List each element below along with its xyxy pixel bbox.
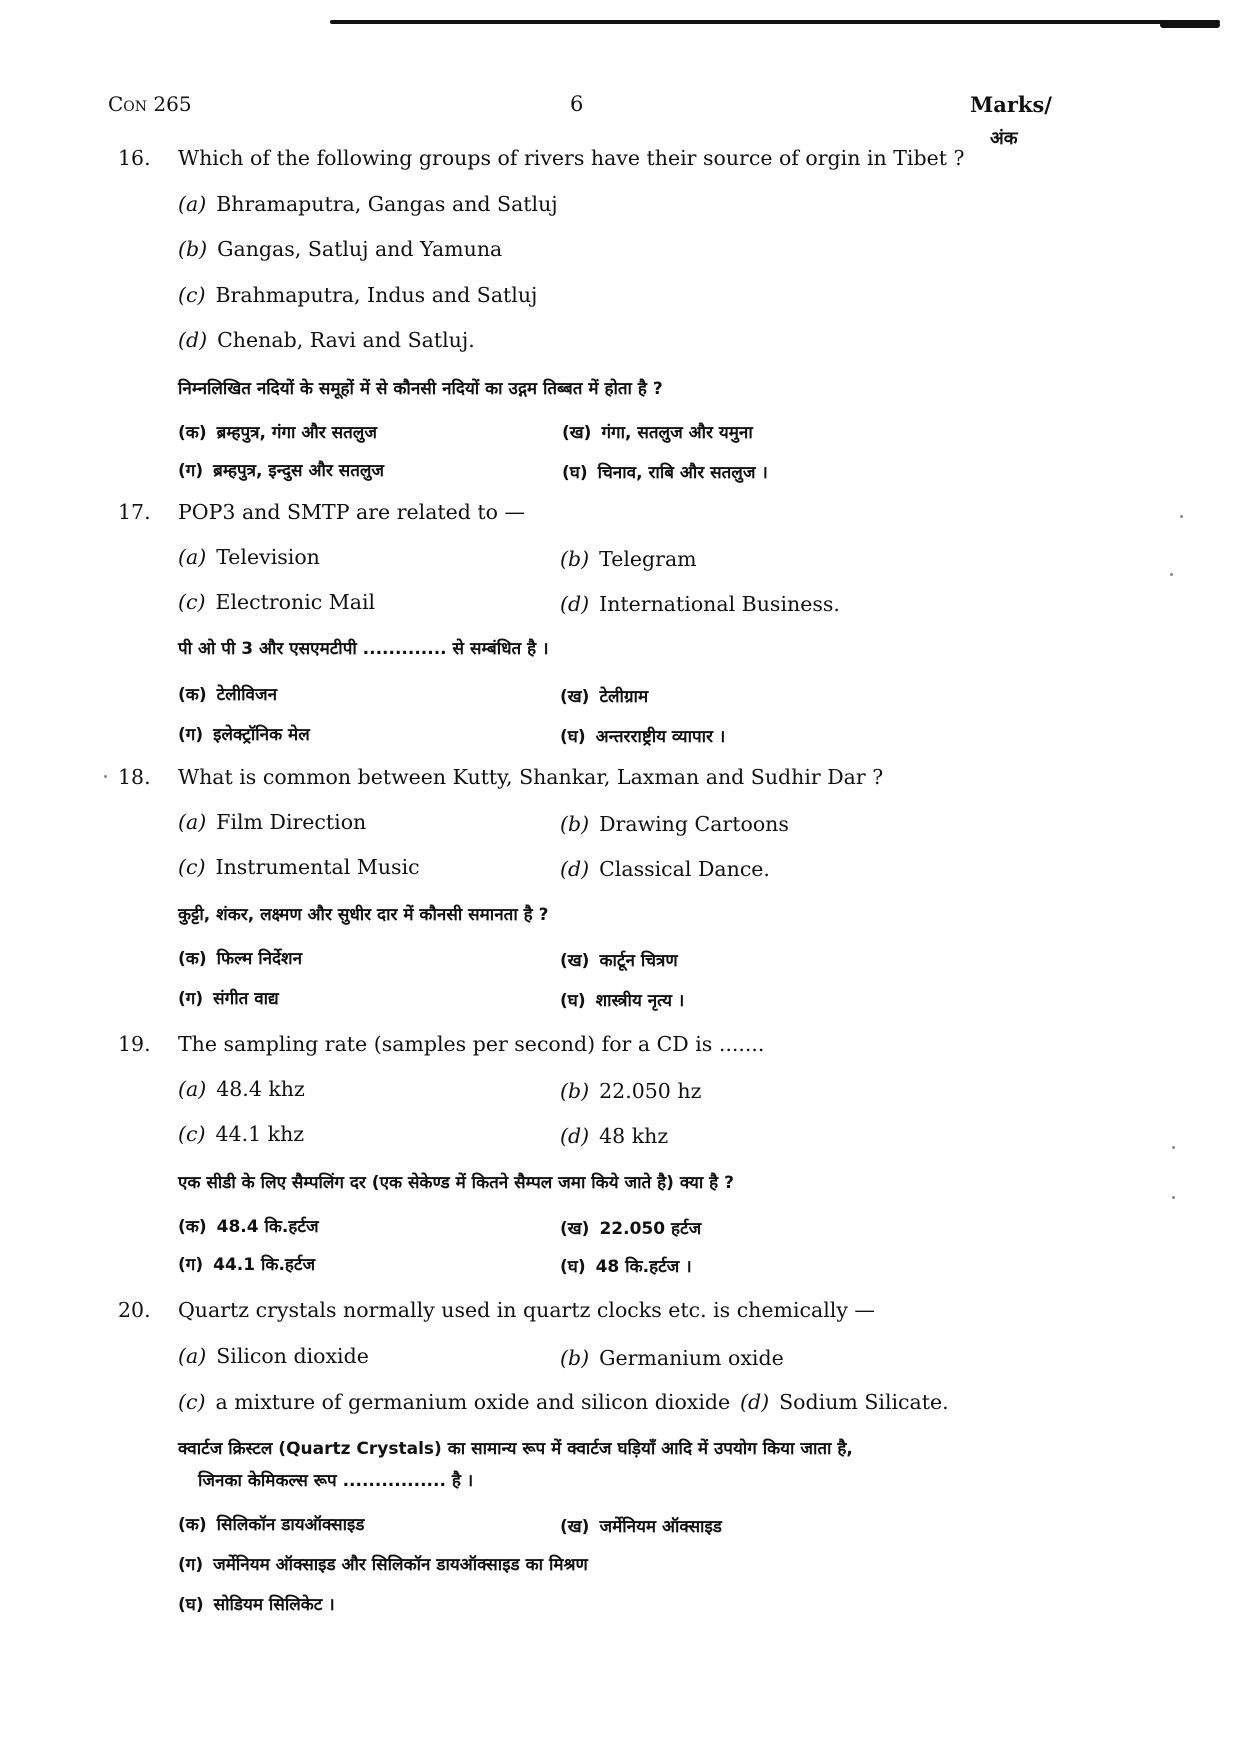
option-a: (a) 48.4 khz <box>178 1077 305 1101</box>
page-number: 6 <box>570 92 584 116</box>
question-text-hindi-line-2: जिनका केमिकल्स रूप ................ है । <box>198 1471 474 1491</box>
option-ga: (ग) इलेक्ट्रॉनिक मेल <box>178 725 310 745</box>
scan-speck <box>1180 515 1183 518</box>
option-ka: (क) सिलिकॉन डायऑक्साइड <box>178 1515 365 1535</box>
option-ka: (क) फिल्म निर्देशन <box>178 949 303 969</box>
option-d: (d) 48 khz <box>560 1124 669 1148</box>
scan-speck <box>1172 1196 1175 1199</box>
question-text-hindi: क्वार्टज क्रिस्टल (Quartz Crystals) का सामान्य रूप में क्वार्टज घड़ियाँ आदि में उपयोग किया जाता है, <box>178 1439 853 1459</box>
option-c: (c) 44.1 khz <box>178 1122 305 1146</box>
question-text-hindi: एक सीडी के लिए सैम्पलिंग दर (एक सेकेण्ड में कितने सैम्पल जमा किये जाते है) क्या है ? <box>178 1173 734 1193</box>
question-number: 19. <box>118 1032 151 1056</box>
option-gha: (घ) 48 कि.हर्टज । <box>560 1257 692 1277</box>
option-d: (d) Sodium Silicate. <box>740 1390 949 1414</box>
question-text-hindi: निम्नलिखित नदियों के समूहों में से कौनसी नदियों का उद्गम तिब्बत में होता है ? <box>178 379 663 399</box>
option-a: (a) Silicon dioxide <box>178 1344 369 1368</box>
option-gha: (घ) चिनाव, राबि और सतलुज । <box>562 463 768 483</box>
question-number: 16. <box>118 146 151 170</box>
question-text-hindi: पी ओ पी 3 और एसएमटीपी ............. से सम्बंधित है । <box>178 639 549 659</box>
option-c: (c) a mixture of germanium oxide and silicon dioxide <box>178 1390 731 1414</box>
option-kha: (ख) गंगा, सतलुज और यमुना <box>562 423 753 443</box>
option-b: (b) Telegram <box>560 547 697 571</box>
option-kha: (ख) टेलीग्राम <box>560 687 649 707</box>
question-text: POP3 and SMTP are related to — <box>178 500 526 524</box>
scan-speck <box>1172 1146 1175 1149</box>
question-text: Which of the following groups of rivers have their source of orgin in Tibet ? <box>178 146 965 170</box>
option-c: (c) Electronic Mail <box>178 590 376 614</box>
question-text: What is common between Kutty, Shankar, Laxman and Sudhir Dar ? <box>178 765 884 789</box>
option-d: (d) Classical Dance. <box>560 857 770 881</box>
option-c: (c) Instrumental Music <box>178 855 420 879</box>
option-gha: (घ) सोडियम सिलिकेट । <box>178 1595 335 1615</box>
option-b: (b) 22.050 hz <box>560 1079 702 1103</box>
question-number: 17. <box>118 500 151 524</box>
question-number: 18. <box>118 765 151 789</box>
option-d: (d) Chenab, Ravi and Satluj. <box>178 328 475 352</box>
option-gha: (घ) शास्त्रीय नृत्य । <box>560 991 685 1011</box>
top-rule-tail <box>1160 22 1220 28</box>
option-kha: (ख) जर्मेनियम ऑक्साइड <box>560 1517 722 1537</box>
option-ga: (ग) ब्रम्हपुत्र, इन्दुस और सतलुज <box>178 461 385 481</box>
paper-code: Con 265 <box>108 92 192 116</box>
option-ka: (क) ब्रम्हपुत्र, गंगा और सतलुज <box>178 423 377 443</box>
option-a: (a) Film Direction <box>178 810 367 834</box>
option-kha: (ख) 22.050 हर्टज <box>560 1219 702 1239</box>
option-a: (a) Television <box>178 545 320 569</box>
question-text: Quartz crystals normally used in quartz clocks etc. is chemically — <box>178 1298 875 1322</box>
top-rule <box>330 20 1220 24</box>
option-ga: (ग) 44.1 कि.हर्टज <box>178 1255 316 1275</box>
option-b: (b) Gangas, Satluj and Yamuna <box>178 237 503 261</box>
option-a: (a) Bhramaputra, Gangas and Satluj <box>178 192 558 216</box>
option-ka: (क) टेलीविजन <box>178 685 278 705</box>
option-ga: (ग) जर्मेनियम ऑक्साइड और सिलिकॉन डायऑक्साइड का मिश्रण <box>178 1555 588 1575</box>
option-kha: (ख) कार्टून चित्रण <box>560 951 678 971</box>
option-ka: (क) 48.4 कि.हर्टज <box>178 1217 319 1237</box>
question-text-hindi: कुट्टी, शंकर, लक्ष्मण और सुधीर दार में कौनसी समानता है ? <box>178 905 549 925</box>
option-gha: (घ) अन्तरराष्ट्रीय व्यापार । <box>560 727 726 747</box>
scan-speck <box>104 775 107 778</box>
question-number: 20. <box>118 1298 151 1322</box>
option-b: (b) Germanium oxide <box>560 1346 784 1370</box>
scan-speck <box>1170 573 1173 576</box>
option-d: (d) International Business. <box>560 592 840 616</box>
marks-label: Marks/ <box>970 92 1052 117</box>
option-c: (c) Brahmaputra, Indus and Satluj <box>178 283 538 307</box>
option-ga: (ग) संगीत वाद्य <box>178 989 279 1009</box>
marks-label-hindi: अंक <box>990 128 1018 149</box>
option-b: (b) Drawing Cartoons <box>560 812 789 836</box>
question-text: The sampling rate (samples per second) for a CD is ....... <box>178 1032 765 1056</box>
